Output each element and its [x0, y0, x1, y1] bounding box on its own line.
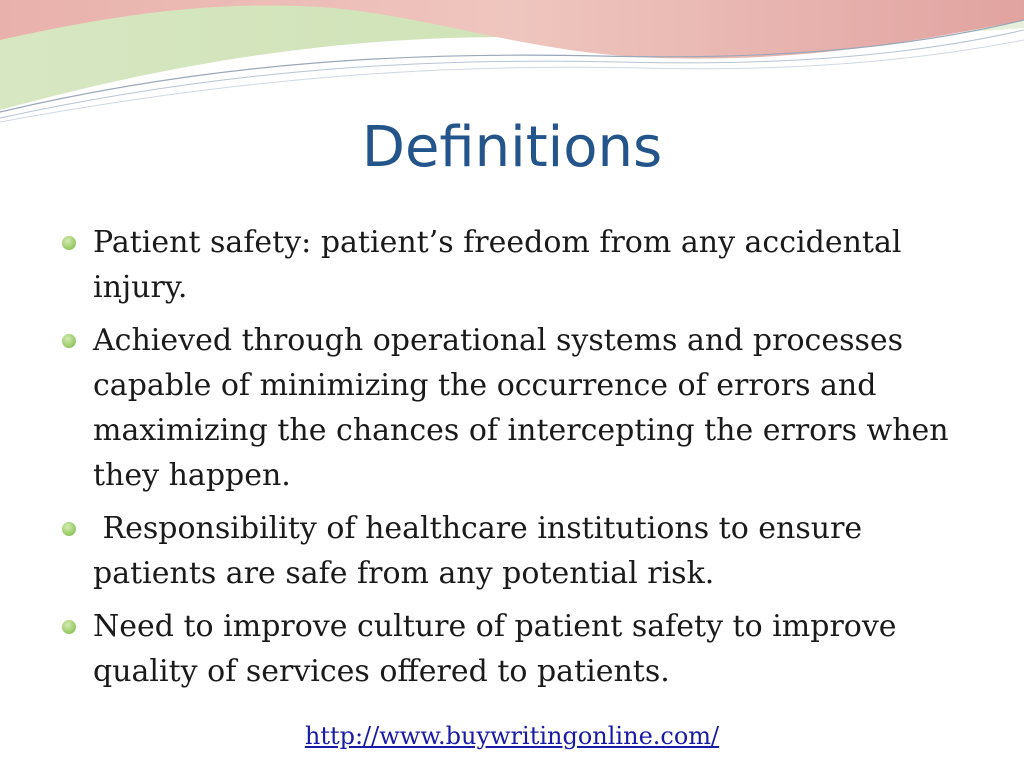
bullet-text: Patient safety: patient’s freedom from any accidental injury.	[93, 225, 902, 305]
bullet-text: Need to improve culture of patient safety to improve quality of services offered to patients.	[93, 609, 897, 689]
bullet-dot-icon	[62, 620, 76, 634]
bullet-item-responsibility	[62, 506, 962, 596]
bullet-item-patient-safety	[62, 220, 962, 310]
bullet-dot-icon	[62, 236, 76, 250]
bullet-text: Responsibility of healthcare institutions to ensure patients are safe from any potential risk.	[93, 511, 872, 591]
bullet-item-achieved-through	[62, 318, 962, 498]
bullet-dot-icon	[62, 334, 76, 348]
bullet-text: Achieved through operational systems and processes capable of minimizing the occurrence of errors and maximizing the chances of intercepting the errors when they happen.	[93, 323, 949, 493]
slide-title: Definitions	[361, 115, 663, 180]
bullet-dot-icon	[62, 522, 76, 536]
website-link[interactable]: http://www.buywritingonline.com/	[304, 722, 720, 750]
bullet-item-improve-culture	[62, 604, 962, 694]
bullet-list	[62, 220, 962, 702]
